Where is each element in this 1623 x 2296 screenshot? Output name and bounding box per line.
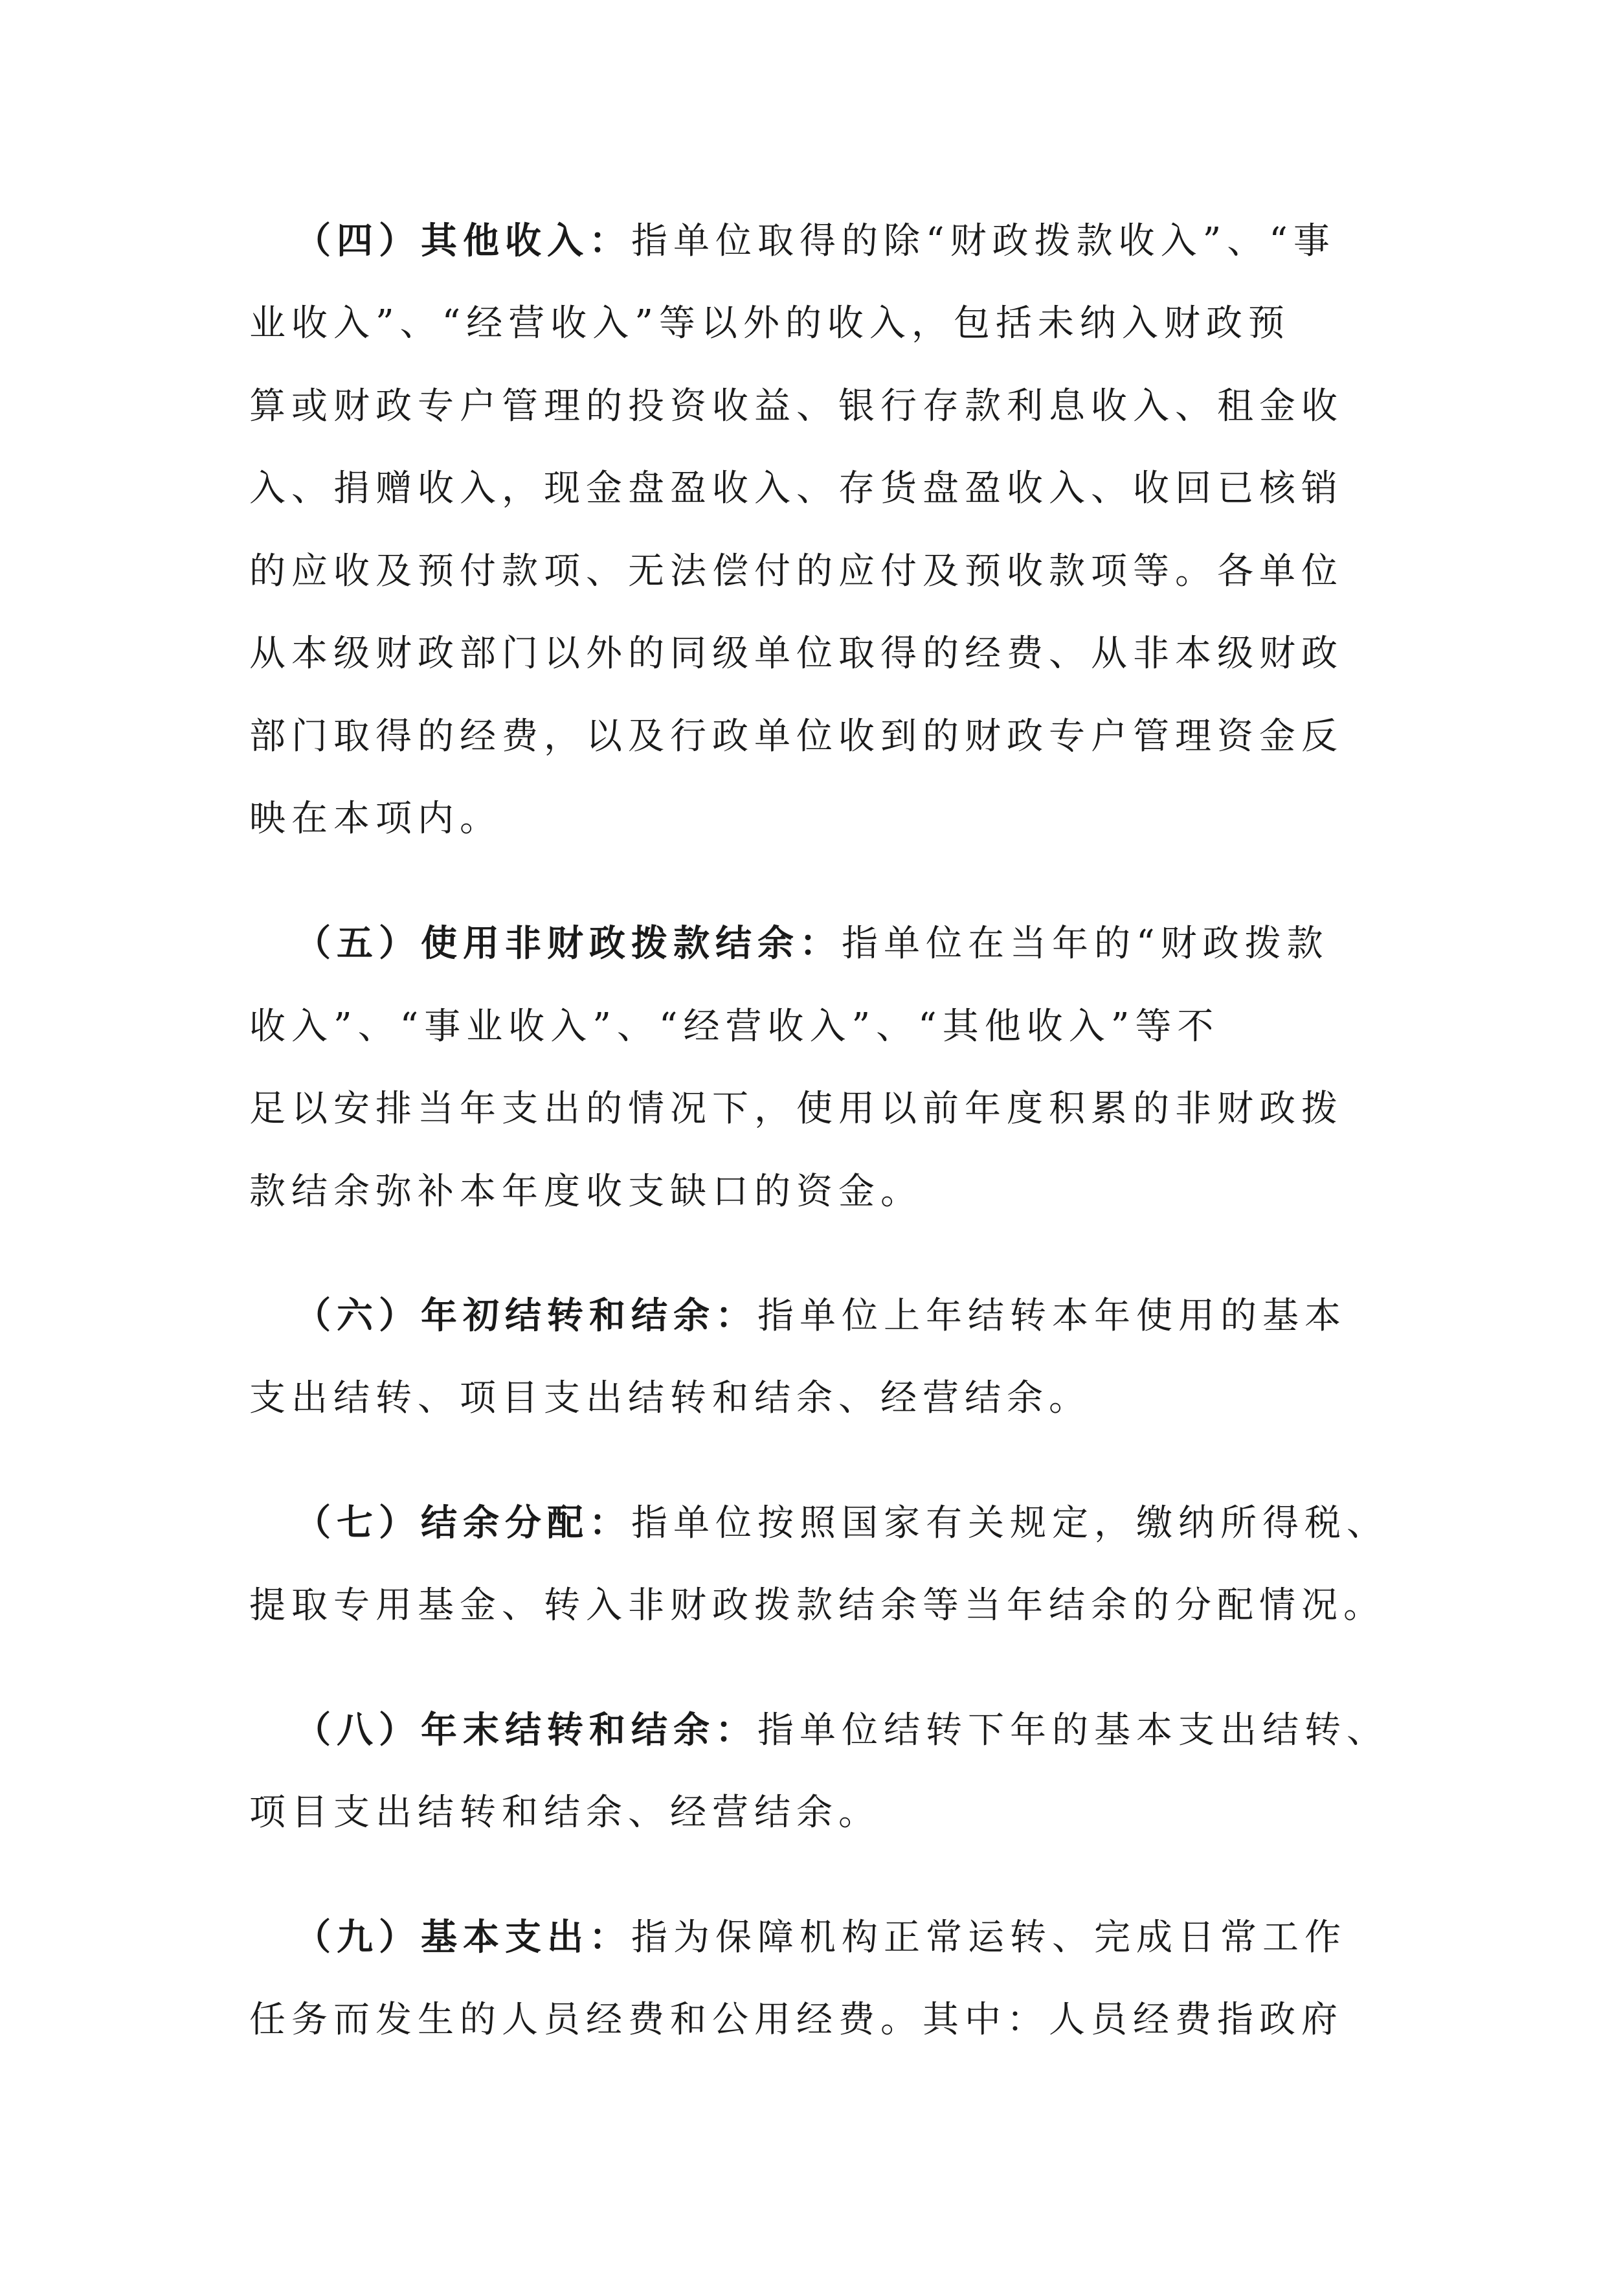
- section-4-text: 指单位取得的除“财政拨款收入”、“事: [631, 220, 1336, 262]
- section-6-line-2: 支出结转、项目支出结转和结余、经营结余。: [249, 1377, 1091, 1419]
- section-6-term: （六）年初结转和结余：: [295, 1295, 757, 1337]
- section-4-term: （四）其他收入：: [295, 220, 631, 262]
- section-7-term: （七）结余分配：: [295, 1502, 631, 1544]
- section-7-line-1: [295, 1502, 1389, 1544]
- section-4-line-7: 部门取得的经费，以及行政单位收到的财政专户管理资金反: [249, 715, 1343, 758]
- section-5-line-4: 款结余弥补本年度收支缺口的资金。: [249, 1171, 923, 1213]
- section-4-line-5: 的应收及预付款项、无法偿付的应付及预收款项等。各单位: [249, 550, 1343, 592]
- section-5-line-3: 足以安排当年支出的情况下，使用以前年度积累的非财政拨: [249, 1088, 1343, 1130]
- section-7-line-2: 提取专用基金、转入非财政拨款结余等当年结余的分配情况。: [249, 1584, 1385, 1626]
- section-4-line-2: 业收入”、“经营收入”等以外的收入，包括未纳入财政预: [249, 302, 1290, 344]
- section-6-line-1: [295, 1295, 1347, 1337]
- section-4-line-8: 映在本项内。: [249, 798, 502, 840]
- section-5-term: （五）使用非财政拨款结余：: [295, 923, 842, 965]
- section-5-line-2: 收入”、“事业收入”、“经营收入”、“其他收入”等不: [249, 1006, 1220, 1048]
- section-9-term: （九）基本支出：: [295, 1917, 631, 1959]
- section-4-line-6: 从本级财政部门以外的同级单位取得的经费、从非本级财政: [249, 633, 1343, 675]
- section-6-text: 指单位上年结转本年使用的基本: [757, 1295, 1347, 1337]
- section-4-line-1: [295, 220, 1336, 262]
- section-8-term: （八）年末结转和结余：: [295, 1709, 757, 1751]
- section-8-line-1: [295, 1709, 1389, 1751]
- section-9-text: 指为保障机构正常运转、完成日常工作: [631, 1917, 1347, 1959]
- section-9-line-1: [295, 1917, 1347, 1959]
- section-4-line-4: 入、捐赠收入，现金盘盈收入、存货盘盈收入、收回已核销: [249, 467, 1343, 510]
- section-9-line-2: 任务而发生的人员经费和公用经费。其中：人员经费指政府: [249, 1999, 1343, 2041]
- section-8-text: 指单位结转下年的基本支出结转、: [757, 1709, 1389, 1751]
- section-8-line-2: 项目支出结转和结余、经营结余。: [249, 1792, 880, 1834]
- section-5-text: 指单位在当年的“财政拨款: [842, 923, 1329, 965]
- section-5-line-1: [295, 923, 1329, 965]
- section-7-text: 指单位按照国家有关规定，缴纳所得税、: [631, 1502, 1389, 1544]
- section-4-line-3: 算或财政专户管理的投资收益、银行存款利息收入、租金收: [249, 385, 1343, 427]
